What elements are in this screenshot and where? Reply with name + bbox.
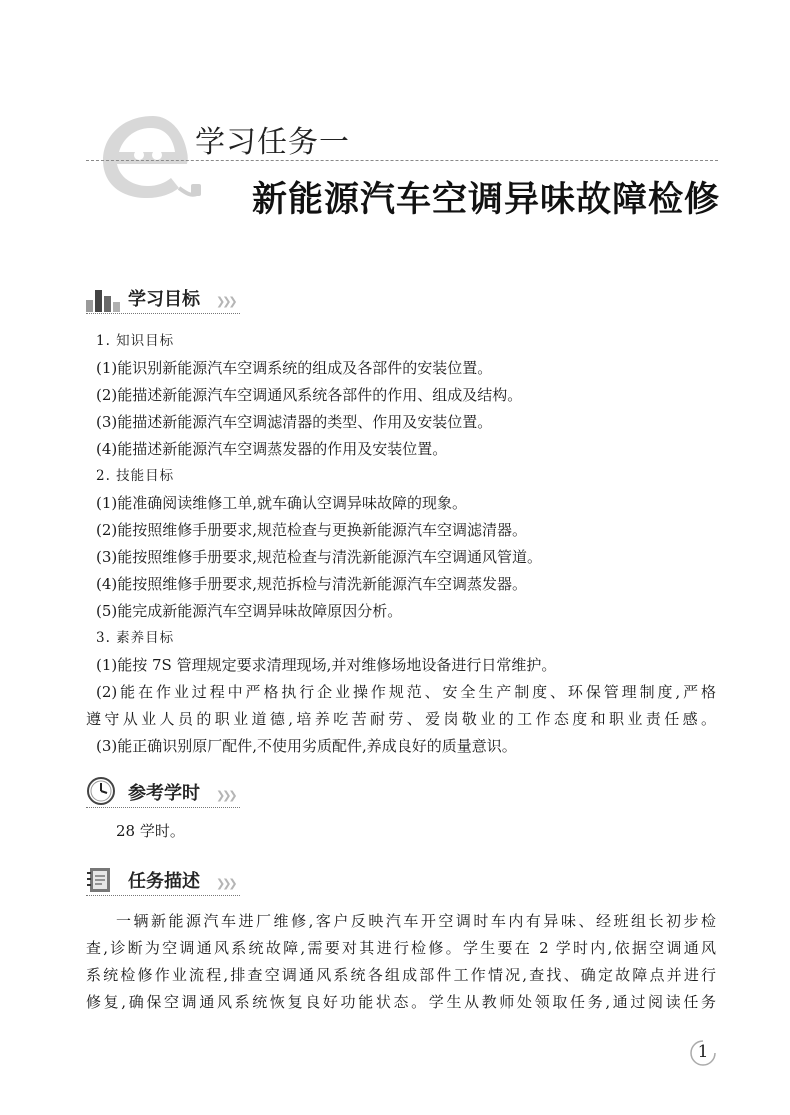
paragraph-line: 修复,确保空调通风系统恢复良好功能状态。学生从教师处领取任务,通过阅读任务	[86, 993, 716, 1011]
list-item: (3)能按照维修手册要求,规范检查与清洗新能源汽车空调通风管道。	[96, 548, 543, 566]
bar-chart-icon	[86, 286, 122, 312]
e-logo-icon	[95, 108, 205, 203]
list-item: (1)能按 7S 管理规定要求清理现场,并对维修场地设备进行日常维护。	[96, 656, 557, 674]
section-heading-objectives	[86, 282, 240, 314]
page-number: 1	[697, 1042, 709, 1062]
task-label: 学习任务一	[195, 125, 350, 160]
notebook-icon	[86, 866, 116, 894]
list-item: (2)能在作业过程中严格执行企业操作规范、安全生产制度、环保管理制度,严格	[96, 683, 716, 701]
list-item: (4)能按照维修手册要求,规范拆检与清洗新能源汽车空调蒸发器。	[96, 575, 528, 593]
clock-icon	[86, 776, 116, 806]
list-item: (1)能识别新能源汽车空调系统的组成及各部件的安装位置。	[96, 359, 493, 377]
list-item: (2)能按照维修手册要求,规范检查与更换新能源汽车空调滤清器。	[96, 521, 528, 539]
paragraph-line: 一辆新能源汽车进厂维修,客户反映汽车开空调时车内有异味、经班组长初步检	[116, 912, 716, 930]
list-item: (2)能描述新能源汽车空调通风系统各部件的作用、组成及结构。	[96, 386, 523, 404]
section-title: 参考学时	[128, 783, 200, 804]
section-heading-task	[86, 864, 240, 896]
page-title: 新能源汽车空调异味故障检修	[251, 179, 720, 220]
list-item: (5)能完成新能源汽车空调异味故障原因分析。	[96, 602, 403, 620]
hours-text: 28 学时。	[116, 822, 185, 840]
paragraph-line: 系统检修作业流程,排查空调通风系统各组成部件工作情况,查找、确定故障点并进行	[86, 966, 716, 984]
chevrons-icon: ❯❯❯	[216, 877, 235, 890]
paragraph-line: 查,诊断为空调通风系统故障,需要对其进行检修。学生要在 2 学时内,依据空调通风	[86, 939, 716, 957]
chevrons-icon: ❯❯❯	[216, 789, 235, 802]
knowledge-heading: 1. 知识目标	[96, 333, 175, 349]
list-item-continuation: 遵守从业人员的职业道德,培养吃苦耐劳、爱岗敬业的工作态度和职业责任感。	[86, 710, 716, 728]
list-item: (3)能描述新能源汽车空调滤清器的类型、作用及安装位置。	[96, 413, 493, 431]
list-item: (4)能描述新能源汽车空调蒸发器的作用及安装位置。	[96, 440, 448, 458]
quality-heading: 3. 素养目标	[96, 630, 175, 646]
header-divider	[86, 160, 718, 161]
list-item: (3)能正确识别原厂配件,不使用劣质配件,养成良好的质量意识。	[96, 737, 517, 755]
section-heading-hours	[86, 776, 240, 808]
section-title: 任务描述	[128, 871, 200, 892]
list-item: (1)能准确阅读维修工单,就车确认空调异味故障的现象。	[96, 494, 468, 512]
section-title: 学习目标	[128, 289, 200, 310]
chevrons-icon: ❯❯❯	[216, 295, 235, 308]
skill-heading: 2. 技能目标	[96, 468, 175, 484]
